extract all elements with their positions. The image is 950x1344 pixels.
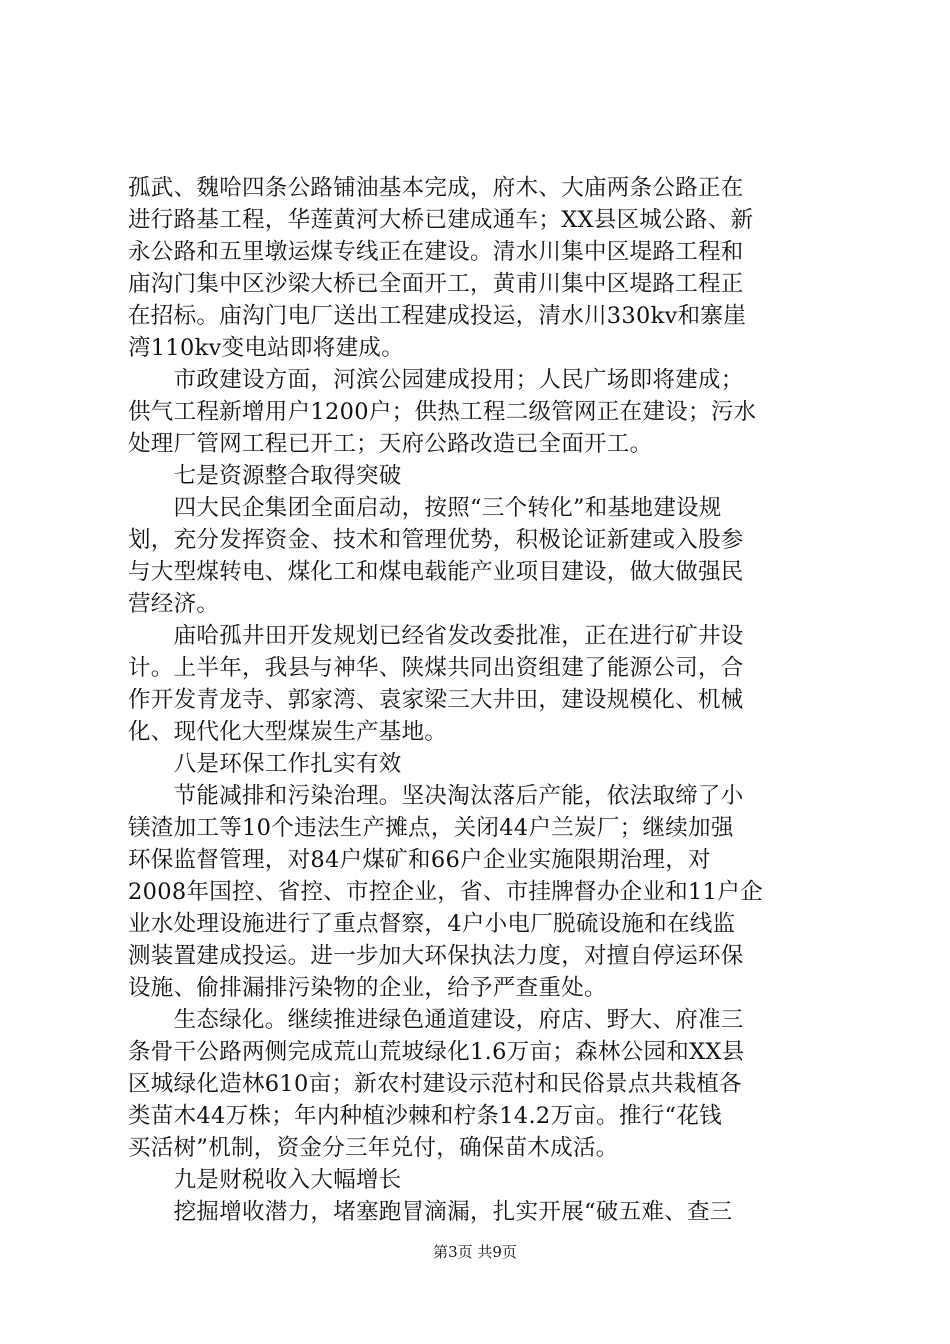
text-line: 挖掘增收潜力，堵塞跑冒滴漏，扎实开展“破五难、查三 [128,1199,733,1225]
text-line: 四大民企集团全面启动，按照“三个转化”和基地建设规 [128,495,722,521]
text-line: 测装置建成投运。进一步加大环保执法力度，对擅自停运环保 [128,943,744,969]
text-line: 买活树”机制，资金分三年兑付，确保苗木成活。 [128,1135,619,1161]
text-line: 作开发青龙寺、郭家湾、袁家梁三大井田，建设规模化、机械 [128,687,744,713]
document-body [128,172,830,1228]
text-line: 七是资源整合取得突破 [128,463,402,489]
page-footer: 第3页 共9页 [433,1243,517,1261]
text-line: 处理厂管网工程已开工；天府公路改造已全面开工。 [128,431,653,457]
text-line: 化、现代化大型煤炭生产基地。 [128,719,448,745]
text-line: 环保监督管理，对84户煤矿和66户企业实施限期治理，对 [128,847,711,873]
text-line: 庙沟门集中区沙梁大桥已全面开工，黄甫川集中区堤路工程正 [128,271,744,297]
text-line: 供气工程新增用户1200户；供热工程二级管网正在建设；污水 [128,399,757,425]
text-line: 节能减排和污染治理。坚决淘汰落后产能，依法取缔了小 [128,783,744,809]
text-line: 市政建设方面，河滨公园建成投用；人民广场即将建成； [128,367,744,393]
text-line: 类苗木44万株；年内种植沙棘和柠条14.2万亩。推行“花钱 [128,1103,722,1129]
text-line: 生态绿化。继续推进绿色通道建设，府店、野大、府准三 [128,1007,744,1033]
text-line: 划，充分发挥资金、技术和管理优势，积极论证新建或入股参 [128,527,744,553]
text-line: 在招标。庙沟门电厂送出工程建成投运，清水川330kv和寨崖 [128,303,746,329]
text-line: 庙哈孤井田开发规划已经省发改委批准，正在进行矿井设 [128,623,744,649]
text-line: 计。上半年，我县与神华、陕煤共同出资组建了能源公司，合 [128,655,744,681]
text-line: 进行路基工程，华莲黄河大桥已建成通车；XX县区城公路、新 [128,207,754,233]
text-line: 业水处理设施进行了重点督察，4户小电厂脱硫设施和在线监 [128,911,736,937]
text-line: 与大型煤转电、煤化工和煤电载能产业项目建设，做大做强民 [128,559,744,585]
text-line: 湾110kv变电站即将建成。 [128,335,404,361]
text-line: 孤武、魏哈四条公路铺油基本完成，府木、大庙两条公路正在 [128,175,744,201]
text-line: 2008年国控、省控、市控企业，省、市挂牌督办企业和11户企 [128,879,763,905]
text-line: 九是财税收入大幅增长 [128,1167,402,1193]
text-line: 永公路和五里墩运煤专线正在建设。清水川集中区堤路工程和 [128,239,744,265]
text-line: 营经济。 [128,591,220,617]
text-line: 八是环保工作扎实有效 [128,751,402,777]
text-line: 条骨干公路两侧完成荒山荒坡绿化1.6万亩；森林公园和XX县 [128,1039,745,1065]
text-line: 设施、偷排漏排污染物的企业，给予严查重处。 [128,975,607,1001]
text-line: 区城绿化造林610亩；新农村建设示范村和民俗景点共栽植各 [128,1071,742,1097]
text-line: 镁渣加工等10个违法生产摊点，关闭44户兰炭厂；继续加强 [128,815,734,841]
